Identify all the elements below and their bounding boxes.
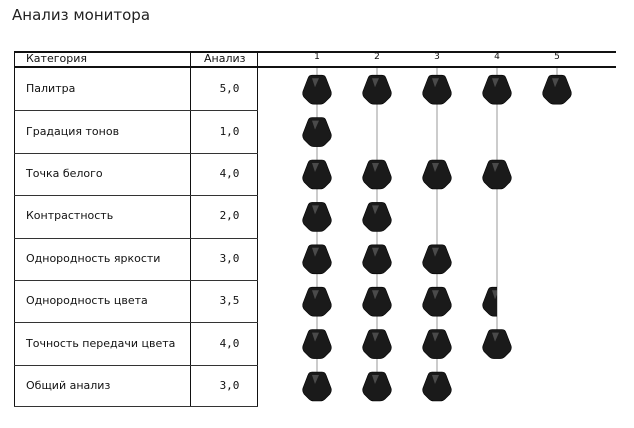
row-divider (14, 153, 258, 154)
table-bottom-border (14, 406, 258, 407)
scale-tick-label: 3 (434, 52, 440, 62)
row-divider (14, 238, 258, 239)
rating-mark-group (303, 118, 332, 147)
rating-mark-group (303, 202, 392, 231)
rating-mark-group (303, 330, 512, 359)
value-label: 1,0 (219, 124, 240, 138)
value-label: 4,0 (219, 336, 240, 350)
category-label: Градация тонов (26, 124, 120, 138)
scale-tick-label: 4 (494, 52, 500, 62)
category-label: Точка белого (26, 167, 103, 180)
scale-tick-label: 5 (554, 52, 560, 62)
rating-mark-group (303, 372, 452, 401)
header-value: Анализ (204, 52, 246, 65)
row-divider (14, 322, 258, 323)
category-label: Однородность цвета (26, 294, 148, 308)
value-label: 3,5 (219, 294, 240, 308)
scale-tick-label: 2 (374, 52, 380, 62)
rating-mark-group (303, 75, 572, 104)
category-label: Однородность яркости (26, 251, 161, 265)
category-label: Общий анализ (26, 379, 111, 392)
category-label: Точность передачи цвета (26, 336, 176, 350)
category-label: Контрастность (26, 209, 114, 223)
value-label: 3,0 (219, 379, 240, 392)
scale-tick-label: 1 (314, 52, 320, 62)
value-label: 2,0 (219, 209, 240, 223)
value-label: 4,0 (219, 167, 240, 180)
row-divider (14, 365, 258, 366)
rating-mark-group (303, 287, 512, 316)
table-left-border (14, 51, 15, 407)
header-category: Категория (26, 52, 87, 65)
column-divider-1 (190, 51, 191, 407)
rating-mark-group (303, 160, 512, 189)
value-label: 3,0 (219, 251, 240, 265)
rating-mark-group (303, 245, 452, 274)
rating-marks (258, 68, 616, 407)
rating-table (14, 51, 616, 407)
category-label: Палитра (26, 82, 76, 96)
row-divider (14, 110, 258, 111)
row-divider (14, 195, 258, 196)
page-title: Анализ монитора (12, 6, 151, 24)
value-label: 5,0 (219, 82, 240, 96)
row-divider (14, 280, 258, 281)
